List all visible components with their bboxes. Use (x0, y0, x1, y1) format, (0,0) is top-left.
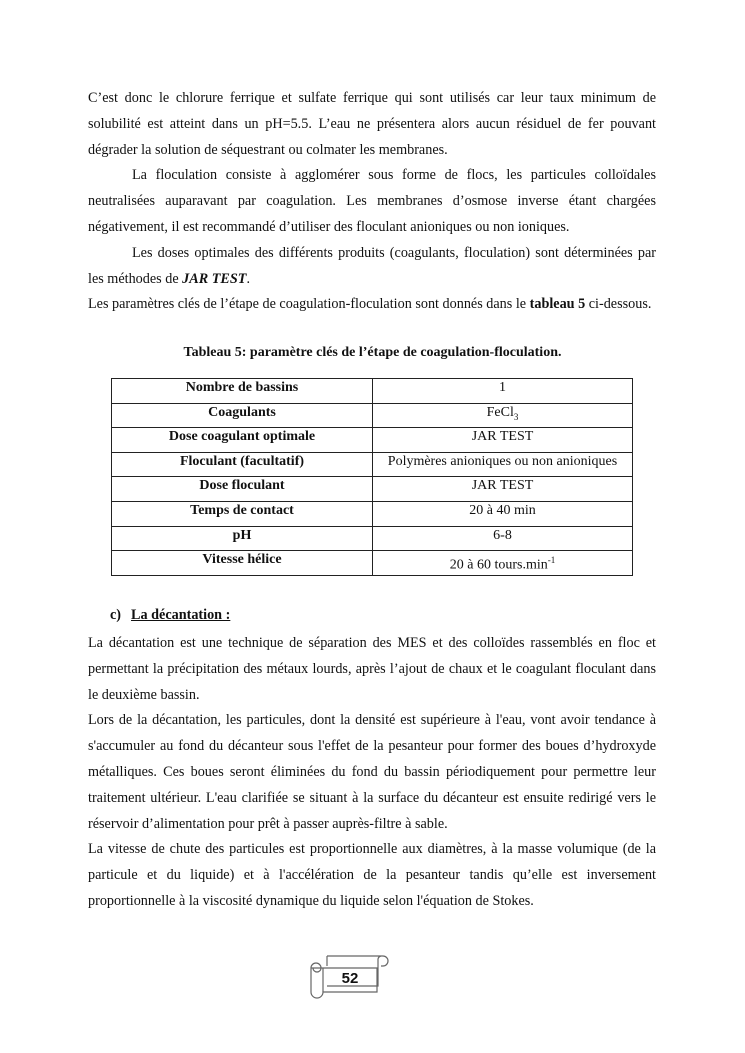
section-heading (110, 607, 230, 624)
parameters-table (111, 378, 633, 576)
parameter-name: Vitesse hélice (112, 551, 373, 576)
table-row (112, 379, 633, 404)
page-number: 52 (341, 970, 359, 987)
parameter-name: Dose floculant (112, 477, 373, 502)
value-text: JAR TEST (471, 478, 534, 494)
paragraph: La vitesse de chute des particules est proportionnelle aux diamètres, à la masse volumique (de la particule et du liquide) et à l'accélération de la pesanteur tandis qu’elle est inversement proportionnelle à la viscosité dynamique du liquide selon l'équation de Stokes. (88, 841, 656, 909)
value-text: JAR TEST (471, 429, 534, 445)
subscript: 3 (513, 411, 519, 422)
section-title: La décantation : (131, 607, 231, 623)
text: . (246, 270, 250, 287)
paragraph-jar-test (88, 241, 656, 293)
text: Les paramètres clés de l’étape de coagulation-floculation sont donnés dans le (88, 296, 530, 313)
paragraph: Lors de la décantation, les particules, dont la densité est supérieure à l'eau, vont avoir tendance à s'accumuler au fond du décanteur sous l'effet de la pesanteur pour former des boues d’hydroxyde métalliques. Ces boues seront éliminées du fond du bassin périodiquement pour permettre leur traitement ultérieur. L'eau clarifiée se situant à la surface du décanteur est ensuite redirigé vers le réservoir d’alimentation pour prêt à passer auprès-filtre à sable. (88, 712, 656, 832)
table-row (112, 526, 633, 551)
parameter-value (373, 501, 633, 526)
parameter-name: Nombre de bassins (112, 379, 373, 404)
value-text: 1 (499, 380, 506, 395)
table-row (112, 452, 633, 477)
value-text: 6-8 (493, 527, 512, 543)
parameter-value (373, 452, 633, 477)
parameter-value (373, 379, 633, 404)
value-text: 20 à 40 min (469, 502, 536, 518)
paragraph: C’est donc le chlorure ferrique et sulfate ferrique qui sont utilisés car leur taux minimum de solubilité est atteint dans un pH=5.5. L’eau ne présentera alors aucun résiduel de fer pouvant dégrader la solution de séquestrant ou colmater les membranes. (88, 90, 656, 158)
table-caption: Tableau 5: paramètre clés de l’étape de coagulation-floculation. (183, 345, 562, 360)
table-row (112, 501, 633, 526)
parameter-name: Dose coagulant optimale (112, 428, 373, 453)
superscript: -1 (547, 555, 556, 566)
parameter-name: Floculant (facultatif) (112, 452, 373, 477)
top-text (88, 86, 656, 318)
text: ci-dessous. (585, 296, 652, 313)
section-marker: c) (110, 607, 122, 623)
emphasis: JAR TEST (182, 270, 247, 287)
parameter-value (373, 428, 633, 453)
parameter-name: Coagulants (112, 403, 373, 428)
parameter-value (373, 403, 633, 428)
paragraph: La floculation consiste à agglomérer sous forme de flocs, les particules colloïdales neutralisées auparavant par coagulation. Les membranes d’osmose inverse étant chargées négativement, il est recommandé d’utiliser des floculant anioniques ou non ioniques. (88, 167, 656, 235)
parameter-value (373, 551, 633, 576)
table-row (112, 477, 633, 502)
table-row (112, 428, 633, 453)
table-row (112, 403, 633, 428)
parameter-value (373, 526, 633, 551)
value-text: FeCl (486, 404, 514, 420)
text: Les doses optimales des différents produits (coagulants, floculation) sont déterminées par les méthodes de (88, 244, 656, 287)
table-ref: tableau 5 (529, 296, 586, 313)
page-number-scroll (307, 948, 387, 1002)
bottom-text (88, 631, 656, 915)
parameter-value (373, 477, 633, 502)
paragraph-table-ref (88, 292, 656, 318)
value-text: Polymères anioniques ou non anioniques (387, 453, 618, 469)
paragraph: La décantation est une technique de séparation des MES et des colloïdes rassemblés en floc et permettant la précipitation des métaux lourds, après l’ajout de chaux et le coagulant floculant dans le deuxième bassin. (88, 635, 656, 703)
parameter-name: pH (112, 526, 373, 551)
value-text: 20 à 60 tours.min (449, 557, 548, 573)
table-row (112, 551, 633, 576)
parameter-name: Temps de contact (112, 501, 373, 526)
